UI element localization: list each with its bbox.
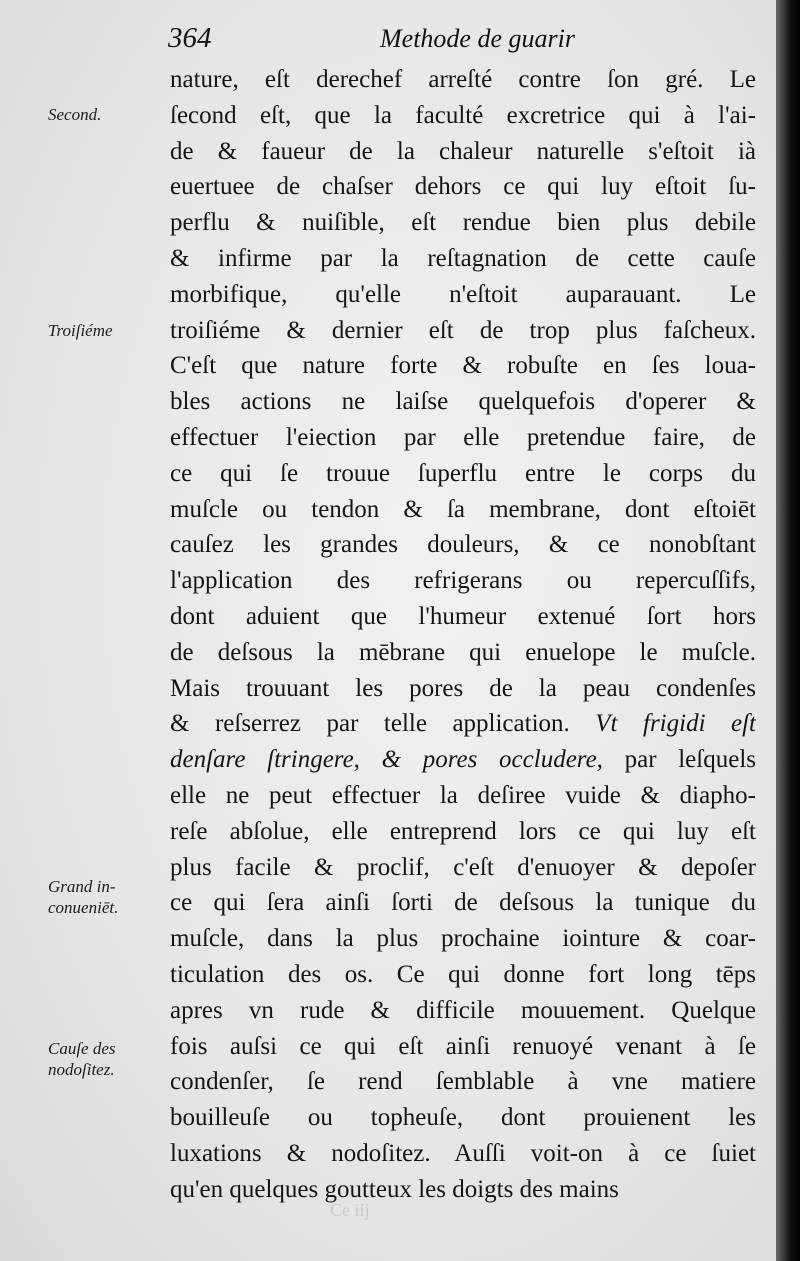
text-line: [170, 563, 756, 599]
text-line: [170, 706, 756, 742]
running-head: Methode de guarir: [380, 24, 575, 53]
text-line: [170, 921, 756, 957]
page-number: 364: [168, 22, 212, 54]
text-line: [170, 993, 756, 1029]
text-line: [170, 671, 756, 707]
text-line: [170, 635, 756, 671]
text-line-roman: condenſer, ſe rend ſemblable à vne matiere: [170, 1068, 756, 1096]
text-line-roman: de & faueur de la chaleur naturelle s'eſtoit ià: [170, 137, 756, 165]
margin-note-second: [48, 104, 166, 125]
catchword: Ce iij: [330, 1200, 370, 1220]
text-line: [170, 957, 756, 993]
margin-note-grand-inconvenient: [48, 876, 166, 918]
text-line: [170, 348, 756, 384]
text-line-roman: qu'en quelques goutteux les doigts des mains: [170, 1175, 619, 1203]
margin-note-line: conueniēt.: [48, 898, 119, 917]
text-line: [170, 420, 756, 456]
text-line-roman: effectuer l'eiection par elle pretendue faire, de: [170, 423, 756, 451]
text-line-roman: troiſiéme & dernier eſt de trop plus faſcheux.: [170, 316, 756, 344]
text-line-roman: ticulation des os. Ce qui donne fort long tēps: [170, 960, 756, 988]
text-line-roman: fois auſsi ce qui eſt ainſi renuoyé venant à ſe: [170, 1032, 756, 1060]
text-line: [170, 205, 756, 241]
text-line: [170, 1029, 756, 1065]
text-line: [170, 850, 756, 886]
text-line-roman: dont aduient que l'humeur extenué ſort hors: [170, 602, 756, 630]
text-line: [170, 134, 756, 170]
margin-note-line: nodoſitez.: [48, 1060, 115, 1079]
body-text: [170, 62, 756, 1208]
text-line-roman: morbifique, qu'elle n'eſtoit auparauant. Le: [170, 280, 756, 308]
text-line-roman: de deſsous la mēbrane qui enuelope le muſcle.: [170, 638, 756, 666]
book-spine-shadow: [776, 0, 800, 1261]
page-header: [168, 22, 768, 62]
text-line-roman: Mais trouuant les pores de la peau condenſes: [170, 674, 756, 702]
text-line: [170, 1100, 756, 1136]
text-line: [170, 62, 756, 98]
text-line-roman: bouilleuſe ou topheuſe, dont prouienent les: [170, 1104, 756, 1132]
text-line: [170, 1136, 756, 1172]
text-line: [170, 384, 756, 420]
text-line: [170, 277, 756, 313]
text-line-roman: muſcle ou tendon & ſa membrane, dont eſtoiēt: [170, 495, 756, 523]
text-line-roman: apres vn rude & difficile mouuement. Quelque: [170, 996, 756, 1024]
text-line: [170, 241, 756, 277]
text-line-roman: perflu & nuiſible, eſt rendue bien plus debile: [170, 209, 756, 237]
text-line-roman: elle ne peut effectuer la deſiree vuide & diapho-: [170, 781, 756, 809]
margin-note-third: [48, 320, 166, 341]
text-line: [170, 527, 756, 563]
text-line-italic: Vt frigidi eſt: [595, 710, 756, 738]
text-line-roman: nature, eſt derechef arreſté contre ſon gré. Le: [170, 66, 756, 93]
margin-note-cause-nodositez: [48, 1038, 166, 1080]
text-line: [170, 98, 756, 134]
text-line-roman: ce qui ſe trouue ſuperflu entre le corps du: [170, 459, 756, 487]
text-line: [170, 169, 756, 205]
text-line-roman: ce qui ſera ainſi ſorti de deſsous la tunique du: [170, 889, 756, 917]
text-line-roman: & infirme par la reſtagnation de cette cauſe: [170, 244, 756, 272]
text-line-roman: muſcle, dans la plus prochaine iointure & coar-: [170, 925, 756, 953]
text-line-roman: C'eſt que nature forte & robuſte en ſes loua-: [170, 352, 756, 380]
text-line: [170, 885, 756, 921]
text-line-roman: & reſserrez par telle application.: [170, 710, 570, 738]
text-line-roman: plus facile & proclif, c'eſt d'enuoyer & depoſer: [170, 853, 756, 881]
text-line-roman: bles actions ne laiſse quelquefois d'operer &: [170, 388, 756, 416]
text-line: [170, 814, 756, 850]
text-line-roman: reſe abſolue, elle entreprend lors ce qui luy eſt: [170, 817, 756, 845]
text-line-roman: ſecond eſt, que la faculté excretrice qui à l'ai-: [170, 101, 756, 129]
text-line: [170, 313, 756, 349]
text-line: [170, 742, 756, 778]
text-line: [170, 492, 756, 528]
text-line: [170, 1064, 756, 1100]
text-line-roman: cauſez les grandes douleurs, & ce nonobſtant: [170, 531, 756, 559]
margin-note-line: Cauſe des: [48, 1039, 116, 1058]
text-line: [170, 1172, 756, 1208]
text-line-tail: par leſquels: [624, 746, 756, 774]
text-line: [170, 778, 756, 814]
text-line-roman: l'application des refrigerans ou repercuſſifs,: [170, 567, 756, 595]
margin-note-text: Troiſiéme: [48, 321, 113, 340]
text-line-roman: euertuee de chaſser dehors ce qui luy eſtoit ſu-: [170, 173, 756, 201]
text-line-roman: luxations & nodoſitez. Auſſi voit-on à ce ſuiet: [170, 1139, 756, 1167]
margin-note-text: Second.: [48, 105, 102, 124]
text-line: [170, 456, 756, 492]
text-line: [170, 599, 756, 635]
text-line-italic: denſare ſtringere, & pores occludere,: [170, 746, 603, 774]
margin-note-line: Grand in-: [48, 877, 116, 896]
